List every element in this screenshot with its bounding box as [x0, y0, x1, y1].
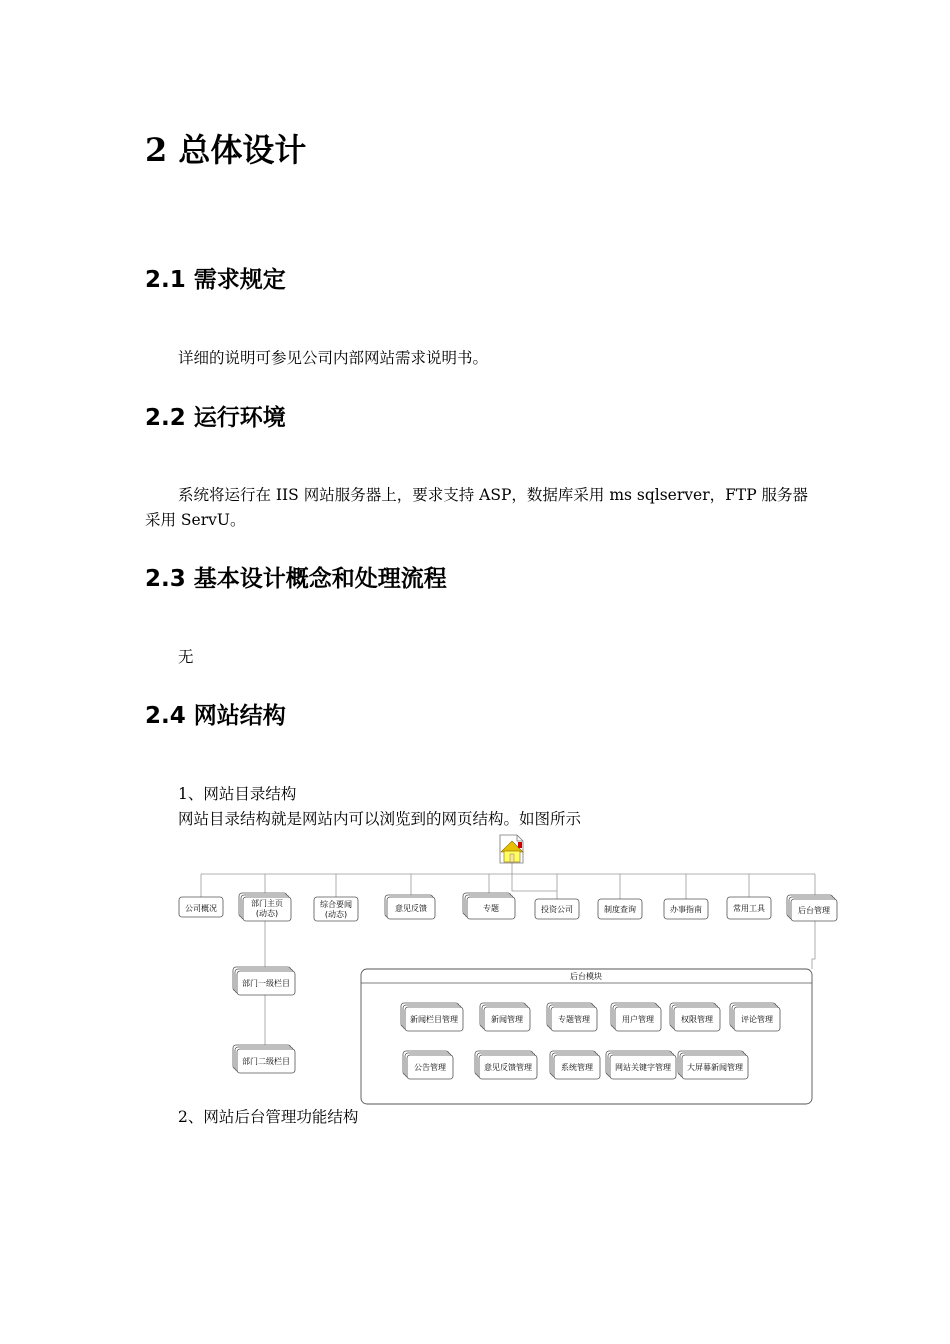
svg-text:部门主页: 部门主页	[251, 899, 283, 908]
list-item-backend-structure: 2、网站后台管理功能结构	[178, 1108, 359, 1126]
node-keyword-management	[606, 1051, 676, 1079]
node-big-screen-news-management	[678, 1051, 748, 1079]
node-backend-management	[787, 895, 837, 921]
svg-text:(动态): (动态)	[255, 909, 279, 918]
svg-text:部门二级栏目: 部门二级栏目	[242, 1057, 290, 1066]
node-user-management	[611, 1003, 661, 1031]
svg-text:办事指南: 办事指南	[670, 905, 702, 914]
svg-text:系统管理: 系统管理	[561, 1063, 593, 1072]
section-title-design-concept: 2.3 基本设计概念和处理流程	[145, 566, 447, 592]
svg-text:后台管理: 后台管理	[798, 906, 830, 915]
node-common-tools	[727, 897, 771, 919]
node-feedback	[385, 895, 435, 919]
svg-text:权限管理: 权限管理	[681, 1015, 713, 1024]
directory-structure-description: 网站目录结构就是网站内可以浏览到的网页结构。如图所示	[178, 810, 582, 828]
svg-text:制度查询: 制度查询	[604, 905, 636, 914]
node-topic-management	[547, 1003, 597, 1031]
site-structure-diagram	[175, 833, 845, 1108]
svg-text:评论管理: 评论管理	[741, 1015, 773, 1024]
section-paragraph-design-concept: 无	[178, 648, 194, 666]
node-news-column-management	[401, 1003, 463, 1031]
svg-text:意见反馈管理: 意见反馈管理	[484, 1063, 532, 1072]
svg-text:专题: 专题	[483, 904, 499, 913]
section-paragraph-environment-line2: 采用 ServU。	[145, 511, 246, 529]
node-department-level1	[233, 967, 295, 995]
node-company-overview	[179, 897, 223, 917]
node-system-management	[550, 1051, 600, 1079]
svg-text:意见反馈: 意见反馈	[395, 904, 427, 913]
list-item-directory-structure: 1、网站目录结构	[178, 785, 297, 803]
node-policy-query	[598, 899, 642, 919]
node-service-guide	[664, 899, 708, 919]
svg-text:常用工具: 常用工具	[733, 904, 765, 913]
svg-text:用户管理: 用户管理	[622, 1015, 654, 1024]
section-paragraph-environment-line1: 系统将运行在 IIS 网站服务器上，要求支持 ASP，数据库采用 ms sqlserver，FTP 服务器	[178, 486, 809, 504]
svg-text:后台模块: 后台模块	[570, 972, 602, 981]
node-general-news	[314, 897, 358, 921]
svg-text:大屏幕新闻管理: 大屏幕新闻管理	[687, 1063, 743, 1072]
svg-text:专题管理: 专题管理	[558, 1015, 590, 1024]
section-title-environment: 2.2 运行环境	[145, 405, 286, 431]
section-title-requirements: 2.1 需求规定	[145, 267, 286, 293]
node-topics	[463, 893, 515, 919]
page-title: 2 总体设计	[145, 131, 307, 169]
svg-text:(动态): (动态)	[324, 910, 348, 919]
node-feedback-management	[475, 1051, 537, 1079]
node-permission-management	[670, 1003, 720, 1031]
top-level-nodes	[179, 893, 837, 921]
svg-text:新闻栏目管理: 新闻栏目管理	[410, 1015, 458, 1024]
section-paragraph-requirements: 详细的说明可参见公司内部网站需求说明书。	[178, 349, 489, 367]
svg-text:部门一级栏目: 部门一级栏目	[242, 979, 290, 988]
backend-module-container	[361, 969, 812, 1104]
node-investment-company	[535, 899, 579, 919]
section-title-site-structure: 2.4 网站结构	[145, 703, 286, 729]
svg-text:公司概况: 公司概况	[185, 904, 217, 913]
node-news-management	[480, 1003, 530, 1031]
node-department-level2	[233, 1045, 295, 1073]
node-department-home	[239, 893, 291, 921]
svg-text:新闻管理: 新闻管理	[491, 1015, 523, 1024]
svg-text:公告管理: 公告管理	[414, 1063, 446, 1072]
home-page-icon	[500, 835, 523, 863]
svg-text:网站关键字管理: 网站关键字管理	[615, 1063, 671, 1072]
node-comment-management	[730, 1003, 780, 1031]
node-announcement-management	[403, 1051, 453, 1079]
svg-text:投资公司: 投资公司	[541, 905, 573, 914]
svg-text:综合要闻: 综合要闻	[320, 900, 352, 909]
